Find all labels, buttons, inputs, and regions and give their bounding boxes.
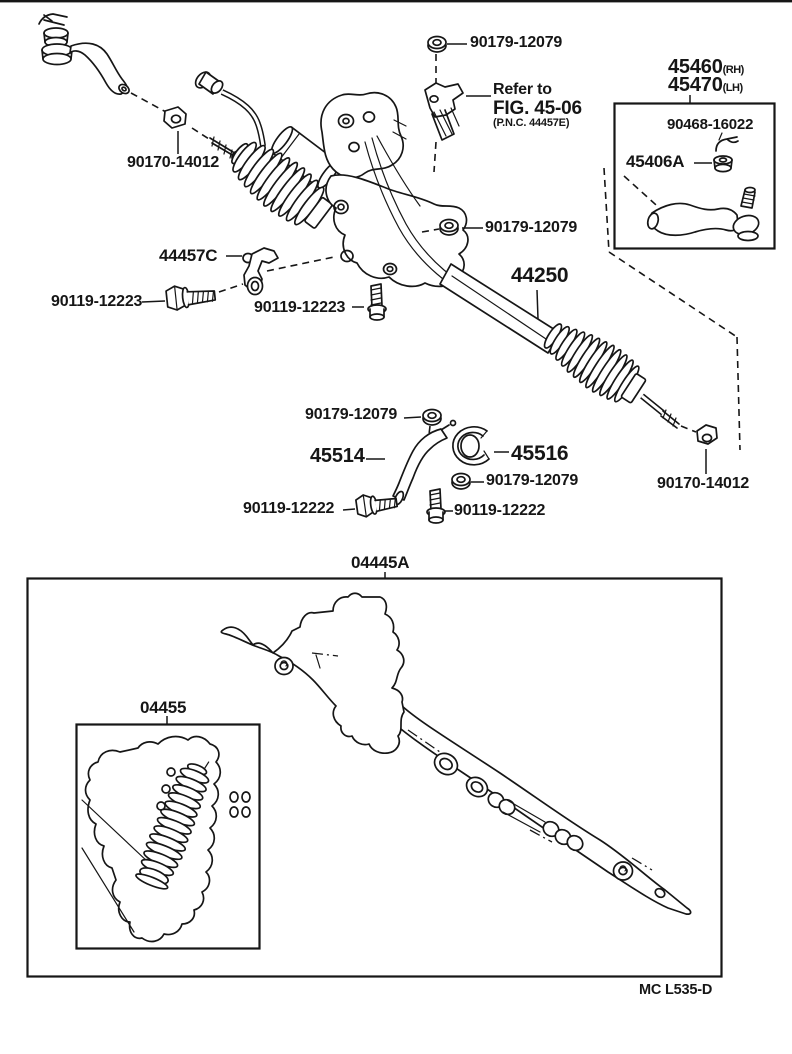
nut-90179-mid-drawing: [440, 220, 458, 236]
refer-note: [493, 82, 582, 130]
callout-bracket: 44457C: [159, 246, 218, 265]
bolt-90119-12223-left-drawing: [166, 282, 216, 311]
callout-bolt-upper-mid: 90119-12223: [254, 299, 346, 316]
nut-90179-top-drawing: [428, 37, 446, 53]
bolt-90119-12223-mid-drawing: [368, 284, 386, 320]
gasket-band-drawing: [390, 706, 691, 914]
bracket-44457c-drawing: [243, 248, 278, 295]
refer-note-line2: FIG. 45-06: [493, 97, 582, 119]
axis-dash: [434, 142, 436, 172]
callout-nut-right: 90170-14012: [657, 475, 750, 492]
callout-bushing-left: 90170-14012: [127, 154, 220, 171]
axis-dash: [192, 128, 209, 139]
bolt-90119-12222-mid-drawing: [427, 489, 445, 523]
callout-nut-mid: 90179-12079: [485, 219, 578, 236]
boot-right-drawing: [536, 313, 652, 413]
callout-nut-top: 90179-12079: [470, 34, 563, 51]
callout-bolt-upper-left: 90119-12223: [51, 293, 143, 310]
pressure-tube-45514-drawing: [393, 421, 456, 506]
callout-rack-assembly: 44250: [511, 264, 569, 287]
callout-valve-repair-kit: 04455: [140, 698, 187, 717]
bushing-90170-left-drawing: [164, 107, 186, 128]
callout-bolt-lower-mid: 90119-12222: [454, 502, 546, 519]
nut-90170-right-drawing: [697, 425, 717, 444]
clamp-45516-drawing: [453, 427, 489, 465]
tie-rod-end-left-drawing: [39, 14, 131, 95]
tie-rod-lh-tag: (LH): [722, 82, 743, 94]
nut-90179-lower2-drawing: [452, 474, 470, 490]
callout-tie-rod-lh: [668, 75, 743, 96]
nut-90179-lower1-drawing: [423, 410, 441, 426]
callout-bolt-lower-left: 90119-12222: [243, 500, 335, 517]
castle-nut-drawing: [714, 156, 732, 172]
axis-dash: [681, 426, 696, 432]
callout-nut-lower-1: 90179-12079: [305, 406, 398, 423]
tie-rod-lh-number: 45470: [668, 74, 723, 96]
axis-dash: [131, 93, 166, 112]
refer-note-line3: (P.N.C. 44457E): [493, 117, 570, 130]
bracket-44457e-drawing: [425, 83, 463, 140]
callout-nut-lower-2: 90179-12079: [486, 472, 579, 489]
tie-rod-right-drawing: [642, 396, 679, 428]
figure-code: MC L535-D: [639, 982, 713, 998]
callout-cotter-pin: 90468-16022: [667, 116, 754, 133]
refer-note-line1: Refer to: [493, 81, 552, 98]
gasket-housing-outline-drawing: [221, 593, 404, 753]
callout-gasket-kit: 04445A: [351, 553, 410, 572]
callout-pressure-tube: 45514: [310, 445, 365, 467]
bolt-90119-12222-left-drawing: [355, 491, 398, 518]
tie-rod-end-right-drawing: [646, 188, 761, 241]
scan-edge: [0, 0, 792, 2]
callout-castle-nut: 45406A: [626, 152, 685, 171]
cotter-pin-drawing: [716, 133, 738, 151]
axis-dash: [219, 284, 243, 292]
tie-rod-rh-tag: (RH): [722, 64, 744, 76]
tie-rod-rh-number: 45460: [668, 56, 723, 78]
callout-clamp: 45516: [511, 442, 569, 465]
